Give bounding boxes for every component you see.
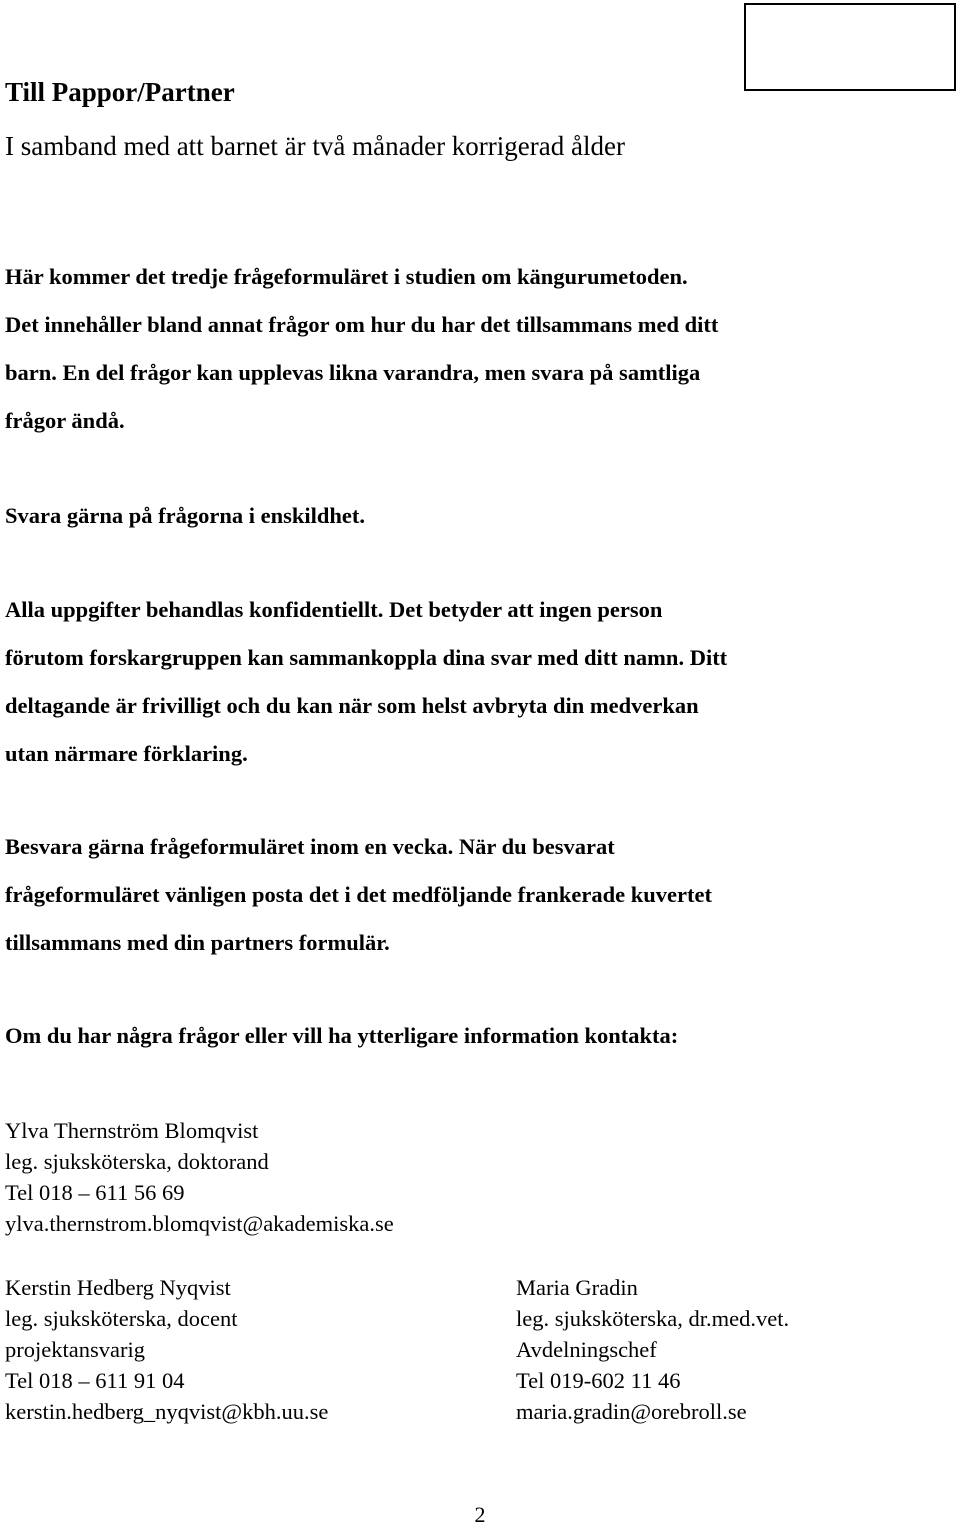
intro-line: Här kommer det tredje frågeformuläret i studien om kängurumetoden. bbox=[5, 264, 688, 289]
contact-phone: Tel 018 – 611 91 04 bbox=[5, 1368, 185, 1393]
contact-title: projektansvarig bbox=[5, 1337, 145, 1362]
page-number: 2 bbox=[474, 1502, 486, 1527]
contact-block bbox=[516, 1272, 789, 1427]
contact-heading: Om du har några frågor eller vill ha ytterligare information kontakta: bbox=[5, 1023, 679, 1048]
id-number-box bbox=[744, 3, 956, 91]
intro-paragraph bbox=[5, 253, 718, 445]
contact-block bbox=[5, 1272, 328, 1427]
contact-name: Maria Gradin bbox=[516, 1275, 638, 1300]
confidentiality-line: Alla uppgifter behandlas konfidentiellt. Det betyder att ingen person bbox=[5, 597, 663, 622]
return-line: tillsammans med din partners formulär. bbox=[5, 930, 390, 955]
contact-email: ylva.thernstrom.blomqvist@akademiska.se bbox=[5, 1211, 394, 1236]
contact-phone: Tel 018 – 611 56 69 bbox=[5, 1180, 185, 1205]
contact-name: Ylva Thernström Blomqvist bbox=[5, 1118, 259, 1143]
confidentiality-line: förutom forskargruppen kan sammankoppla dina svar med ditt namn. Ditt bbox=[5, 645, 728, 670]
return-instructions bbox=[5, 823, 712, 967]
document-title: Till Pappor/Partner bbox=[5, 77, 235, 107]
contact-email: maria.gradin@orebroll.se bbox=[516, 1399, 747, 1424]
contact-block bbox=[5, 1115, 394, 1239]
return-line: Besvara gärna frågeformuläret inom en vecka. När du besvarat bbox=[5, 834, 615, 859]
document-subtitle: I samband med att barnet är två månader korrigerad ålder bbox=[5, 131, 625, 161]
privacy-request: Svara gärna på frågorna i enskildhet. bbox=[5, 503, 366, 528]
intro-line: Det innehåller bland annat frågor om hur du har det tillsammans med ditt bbox=[5, 312, 719, 337]
contact-role: leg. sjuksköterska, docent bbox=[5, 1306, 238, 1331]
return-line: frågeformuläret vänligen posta det i det medföljande frankerade kuvertet bbox=[5, 882, 712, 907]
contact-title: Avdelningschef bbox=[516, 1337, 657, 1362]
intro-line: barn. En del frågor kan upplevas likna varandra, men svara på samtliga bbox=[5, 360, 701, 385]
confidentiality-line: deltagande är frivilligt och du kan när som helst avbryta din medverkan bbox=[5, 693, 699, 718]
confidentiality-line: utan närmare förklaring. bbox=[5, 741, 248, 766]
contact-name: Kerstin Hedberg Nyqvist bbox=[5, 1275, 231, 1300]
contact-role: leg. sjuksköterska, dr.med.vet. bbox=[516, 1306, 790, 1331]
contact-email: kerstin.hedberg_nyqvist@kbh.uu.se bbox=[5, 1399, 329, 1424]
contact-role: leg. sjuksköterska, doktorand bbox=[5, 1149, 269, 1174]
confidentiality-paragraph bbox=[5, 586, 727, 778]
contact-phone: Tel 019-602 11 46 bbox=[516, 1368, 681, 1393]
intro-line: frågor ändå. bbox=[5, 408, 125, 433]
